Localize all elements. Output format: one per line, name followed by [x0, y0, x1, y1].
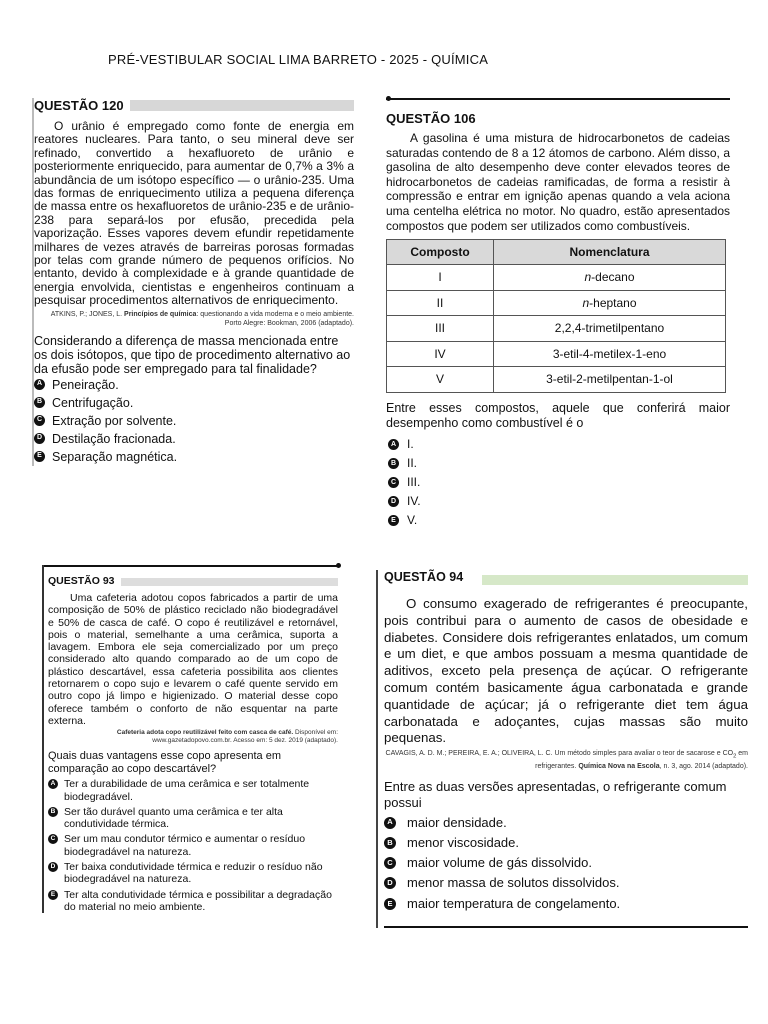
reference: CAVAGIS, A. D. M.; PEREIRA, E. A.; OLIVEIRA, L. C. Um método simples para avaliar o teor de sacarose e $CO_2$ em refrigerantes. Química Nova na Escola, n. 3, ago. 2014 (adaptado). — [385, 750, 748, 770]
page-title: PRÉ-VESTIBULAR SOCIAL LIMA BARRETO - 2025 - QUÍMICA — [108, 52, 489, 67]
option-b[interactable]: B Centrifugação. — [34, 394, 354, 412]
table-row — [387, 290, 726, 316]
option-letter-icon: D — [48, 862, 58, 872]
table-cell: V — [387, 367, 494, 393]
table-cell: III — [387, 316, 494, 342]
option-b[interactable]: B menor viscosidade. — [378, 833, 748, 853]
option-letter-icon: E — [384, 898, 396, 910]
options-list — [34, 376, 354, 466]
options-list — [44, 778, 338, 913]
question-label: QUESTÃO 94 — [384, 570, 469, 584]
option-letter-icon: D — [384, 877, 396, 889]
table-cell: 3-etil-2-metilpentan-1-ol — [494, 367, 726, 393]
option-c[interactable]: C Extração por solvente. — [34, 412, 354, 430]
column-header: Nomenclatura — [494, 240, 726, 265]
option-c[interactable]: C Ser um mau condutor térmico e aumentar o resíduo biodegradável na natureza. — [44, 833, 338, 858]
table-cell: II — [387, 290, 494, 316]
option-letter-icon: C — [388, 477, 399, 488]
option-letter-icon: E — [48, 890, 58, 900]
question-text: A gasolina é uma mistura de hidrocarbonetos de cadeias saturadas contendo de 8 a 12 átomos de carbono. Além disso, a gasolina de alto desempenho deve conter elevados teores de hidrocarbonetos de cadeias ramificadas, de forma a resistir à compressão e entrar em ignição apenas quando a vela aciona uma centelha elétrica no motor. No quadro, estão apresentados compostos que podem ser utilizados como combustíveis. — [386, 131, 730, 233]
divider — [386, 96, 730, 101]
table-row — [387, 341, 726, 367]
option-letter-icon: B — [48, 807, 58, 817]
option-letter-icon: E — [34, 451, 45, 462]
question-106 — [386, 96, 730, 530]
option-c[interactable]: C III. — [386, 473, 730, 492]
reference: Cafeteria adota copo reutilizável feito com casca de café. Disponível em: www.gazetadopovo.com.br. Acesso em: 5 dez. 2019 (adaptado). — [116, 729, 338, 744]
question-stem: Entre as duas versões apresentadas, o refrigerante comum possui — [384, 778, 727, 810]
question-text: O consumo exagerado de refrigerantes é preocupante, pois contribui para o aumento de casos de obesidade e diabetes. Considere dois refrigerantes enlatados, um comum e um diet, e que ambos possuam a mesma quantidade de aditivos, exceto pela presença de açúcar. O refrigerante comum contém basicamente água carbonatada e grande quantidade de açúcar; já o refrigerante diet tem água carbonatada e adoçantes, cujas massas são muito pequenas. — [384, 596, 748, 746]
option-e[interactable]: E Separação magnética. — [34, 448, 354, 466]
question-text: Uma cafeteria adotou copos fabricados a partir de uma composição de 50% de plástico reciclado não biodegradável e 50% de casca de café. O copo é reutilizável e retornável, pois o material, semelhante a uma cerâmica, suporta a lavagem. Embora ele seja comercializado por um preço considerado alto quando comparado ao de um copo de plástico descartável, essa cafeteria possibilita aos clientes retornarem o copo sujo e levarem o café quente servido em outro copo já limpo e higienizado. O material desse copo oferece também o conforto de não esquentar na parte externa. — [48, 592, 338, 727]
table-row — [387, 265, 726, 291]
question-stem: Considerando a diferença de massa mencionada entre os dois isótopos, que tipo de procedimento alternativo ao da efusão pode ser empregado para tal finalidade? — [34, 333, 351, 376]
table-cell: 3-etil-4-metilex-1-eno — [494, 341, 726, 367]
option-letter-icon: A — [384, 817, 396, 829]
option-letter-icon: A — [388, 439, 399, 450]
option-d[interactable]: D Destilação fracionada. — [34, 430, 354, 448]
option-b[interactable]: B Ser tão durável quanto uma cerâmica e ter alta condutividade térmica. — [44, 806, 338, 831]
question-stem: Quais duas vantagens esse copo apresenta em comparação ao copo descartável? — [48, 750, 281, 775]
option-a[interactable]: A Ter a durabilidade de uma cerâmica e ser totalmente biodegradável. — [44, 778, 338, 803]
option-letter-icon: B — [388, 458, 399, 469]
option-letter-icon: C — [384, 857, 396, 869]
question-93 — [42, 565, 338, 913]
option-letter-icon: C — [48, 834, 58, 844]
table-cell: I — [387, 265, 494, 291]
option-letter-icon: B — [384, 837, 396, 849]
option-e[interactable]: E V. — [386, 511, 730, 530]
divider — [384, 926, 748, 928]
question-header — [34, 98, 354, 114]
options-list — [386, 435, 730, 530]
option-letter-icon: E — [388, 515, 399, 526]
option-b[interactable]: B II. — [386, 454, 730, 473]
compounds-table — [386, 239, 726, 393]
question-label: QUESTÃO 106 — [386, 111, 476, 126]
header-bar — [114, 578, 338, 586]
option-letter-icon: D — [34, 433, 45, 444]
question-text: O urânio é empregado como fonte de energia em reatores nucleares. Para tanto, o seu mineral deve ser refinado, convertido a hexafluoreto de urânio e posteriormente enriquecido, para aumentar de 0,7% a 3% a abundância de um isótopo específico — o urânio-235. Uma das formas de enriquecimento utiliza a pequena diferença de massa entre os hexafluoretos de urânio-235 e de urânio-238 para separá-los por efusão, precedida pela vaporização. Esses vapores devem efundir repetidamente milhares de vezes através de barreiras porosas formadas por telas com grande número de pequenos orifícios. No entanto, devido à complexidade e à grande quantidade de energia envolvida, cientistas e engenheiros continuam a pesquisar procedimentos alternativos de enriquecimento. — [34, 119, 354, 308]
table-header-row — [387, 240, 726, 265]
question-label: QUESTÃO 120 — [34, 98, 130, 113]
divider — [44, 565, 338, 567]
option-c[interactable]: C maior volume de gás dissolvido. — [378, 853, 748, 873]
question-label: QUESTÃO 93 — [48, 575, 121, 587]
header-bar — [482, 575, 748, 585]
question-header — [44, 575, 338, 589]
table-cell: IV — [387, 341, 494, 367]
table-cell: 2,2,4-trimetilpentano — [494, 316, 726, 342]
option-d[interactable]: D IV. — [386, 492, 730, 511]
option-e[interactable]: E maior temperatura de congelamento. — [378, 894, 748, 914]
table-row — [387, 367, 726, 393]
reference: ATKINS, P.; JONES, L. Princípios de química: questionando a vida moderna e o meio ambiente. Porto Alegre: Bookman, 2006 (adaptado). — [50, 310, 354, 327]
question-stem: Entre esses compostos, aquele que conferirá maior desempenho como combustível é o — [386, 400, 730, 430]
option-a[interactable]: A I. — [386, 435, 730, 454]
option-d[interactable]: D menor massa de solutos dissolvidos. — [378, 873, 748, 893]
option-a[interactable]: A Peneiração. — [34, 376, 354, 394]
option-letter-icon: C — [34, 415, 45, 426]
table-cell: n-decano — [494, 265, 726, 291]
option-letter-icon: A — [48, 779, 58, 789]
question-94 — [376, 570, 748, 928]
option-letter-icon: B — [34, 397, 45, 408]
options-list — [378, 813, 748, 914]
option-a[interactable]: A maior densidade. — [378, 813, 748, 833]
table-cell: n-heptano — [494, 290, 726, 316]
option-letter-icon: A — [34, 379, 45, 390]
option-letter-icon: D — [388, 496, 399, 507]
option-d[interactable]: D Ter baixa condutividade térmica e reduzir o resíduo não biodegradável na natureza. — [44, 861, 338, 886]
table-row — [387, 316, 726, 342]
question-header — [378, 570, 748, 588]
option-e[interactable]: E Ter alta condutividade térmica e possibilitar a degradação do material no meio ambiente. — [44, 889, 338, 914]
column-header: Composto — [387, 240, 494, 265]
question-120 — [32, 98, 354, 466]
